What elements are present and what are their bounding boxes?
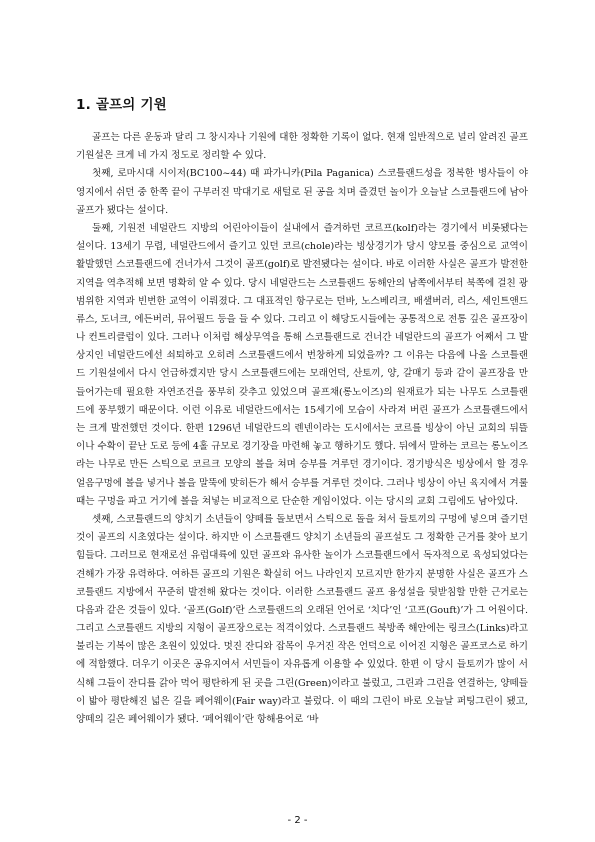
paragraph-intro: 골프는 다른 운동과 달리 그 창시자나 기원에 대한 정확한 기록이 없다. 현재 일반적으로 널리 알려진 골프기원설은 크게 네 가지 정도로 정리할 수 있다. [76,132,528,162]
paragraph-second-theory: 둘째, 기원전 네덜란드 지방의 어린아이들이 실내에서 즐겨하던 코르프(kolf)라는 경기에서 비롯됐다는 설이다. 13세기 무렵, 네덜란드에서 즐기고 있던 코르(chole)라는 빙상경기가 당시 양모를 중심으로 교역이 활발했던 스코틀랜드에 건너가서 그것이 골프(golf)로 발전됐다는 설이다. 바로 이러한 사실은 골프가 발전한 지역을 역추적해 보면 명확히 알 수 있다. 당시 네덜란드는 스코틀랜드 동해안의 남쪽에서부터 북쪽에 걸친 광범위한 지역과 빈번한 교역이 이뤄졌다. 그 대표적인 항구로는 던바, 노스베리크, 배샐버러, 리스, 세인트앤드류스, 도너크, 에든버러, 뮤어필드 등을 들 수 있다. 그리고 이 해당도시들에는 공통적으로 전통 깊은 골프장이나 컨트리클럽이 있다. 그러나 이처럼 해상무역을 통해 스코틀랜드로 건너간 네덜란드의 골프가 어째서 그 발상지인 네덜란드에선 쇠퇴하고 오히려 스코틀랜드에서 번창하게 되었을까? 그 이유는 다음에 나올 스코틀랜드 기원설에서 다시 언급하겠지만 당시 스코틀랜드에는 모래언덕, 산토끼, 양, 갈매기 등과 같이 골프장을 만들어가는데 필요한 자연조건을 풍부히 갖추고 있었으며 골프채(롱노이즈)의 원재료가 되는 나무도 스코틀랜드에 풍부했기 때문이다. 이런 이유로 네덜란드에서는 15세기에 모습이 사라져 버린 골프가 스코틀랜드에서는 크게 발전했던 것이다. 한편 1296년 네덜란드의 렌넨이라는 도시에서는 코르를 빙상이 아닌 교회의 뒤뜰이나 수확이 끝난 도로 등에 4홀 규모로 경기장을 마련해 놓고 행하기도 했다. 뒤에서 말하는 코르는 롱노이즈라는 나무로 만든 스틱으로 코르크 모양의 볼을 쳐며 승부를 겨루던 경기이다. 경기방식은 빙상에서 할 경우 얼음구멍에 볼을 넣거나 볼을 말뚝에 맞히든가 해서 승부를 겨루던 것이다. 그러나 빙상이 아닌 육지에서 겨룰 때는 구멍을 파고 거기에 볼을 쳐넣는 비교적으로 단순한 게임이었다. 이는 당시의 교회 그림에도 남아있다. [76,222,528,507]
paragraph-first-theory: 첫째, 로마시대 시이저(BC100~44) 때 파가니카(Pila Paganica) 스코틀랜드성을 정복한 병사들이 야영지에서 쉬던 중 한쪽 끝이 구부러진 막대기로 새털로 된 공을 치며 즐겼던 놀이가 오늘날 스코틀랜드에 남아 골프가 됐다는 설이다. [76,168,528,216]
page-number: - 2 - [287,815,308,826]
section-title: 1. 골프의 기원 [76,97,167,113]
paragraph-third-theory: 셋째, 스코틀랜드의 양치기 소년들이 양떼를 돌보면서 스틱으로 돌을 쳐서 들토끼의 구멍에 넣으며 즐기던 것이 골프의 시초였다는 설이다. 하지만 이 스코틀랜드 양치기 소년들의 골프설도 그 정확한 근거를 찾아 보기 힘들다. 그러므로 현재로선 유럽대륙에 있던 골프와 유사한 놀이가 스코틀랜드에서 독자적으로 육성되었다는 견해가 가장 유력하다. 여하튼 골프의 기원은 확실히 어느 나라인지 모르지만 한가지 분명한 사실은 골프가 스코틀랜드 지방에서 꾸준히 발전해 왔다는 것이다. 이러한 스코틀랜드 골프 융성설을 뒷받침할 만한 근거로는 다음과 같은 것들이 있다. ‘골프(Golf)’란 스코틀랜드의 오래된 언어로 ‘치다’인 ‘고프(Gouft)’가 그 어원이다. 그리고 스코틀랜드 지방의 지형이 골프장으로는 적격이었다. 스코틀랜드 북방족 해안에는 링크스(Links)라고 불리는 기복이 많은 초원이 있었다. 멋진 잔디와 잡목이 우거진 작은 언덕으로 이어진 지형은 골프코스로 하기에 적합했다. 더우기 이곳은 공유지여서 서민들이 자유롭게 이용할 수 있었다. 한편 이 당시 들토끼가 많이 서식해 그들이 잔디를 갉아 먹어 평탄하게 된 곳을 그린(Green)이라고 불렀고, 그린과 그린을 연결하는, 양떼들이 밟아 평탄해진 넓은 길을 페어웨이(Fair way)라고 불렀다. 이 때의 그린이 바로 오늘날 퍼팅그린이 됐고, 양떼의 길은 페어웨이가 됐다. ‘페어웨이’란 항해용어로 ‘바 [76,513,529,725]
body-text [76,129,528,729]
